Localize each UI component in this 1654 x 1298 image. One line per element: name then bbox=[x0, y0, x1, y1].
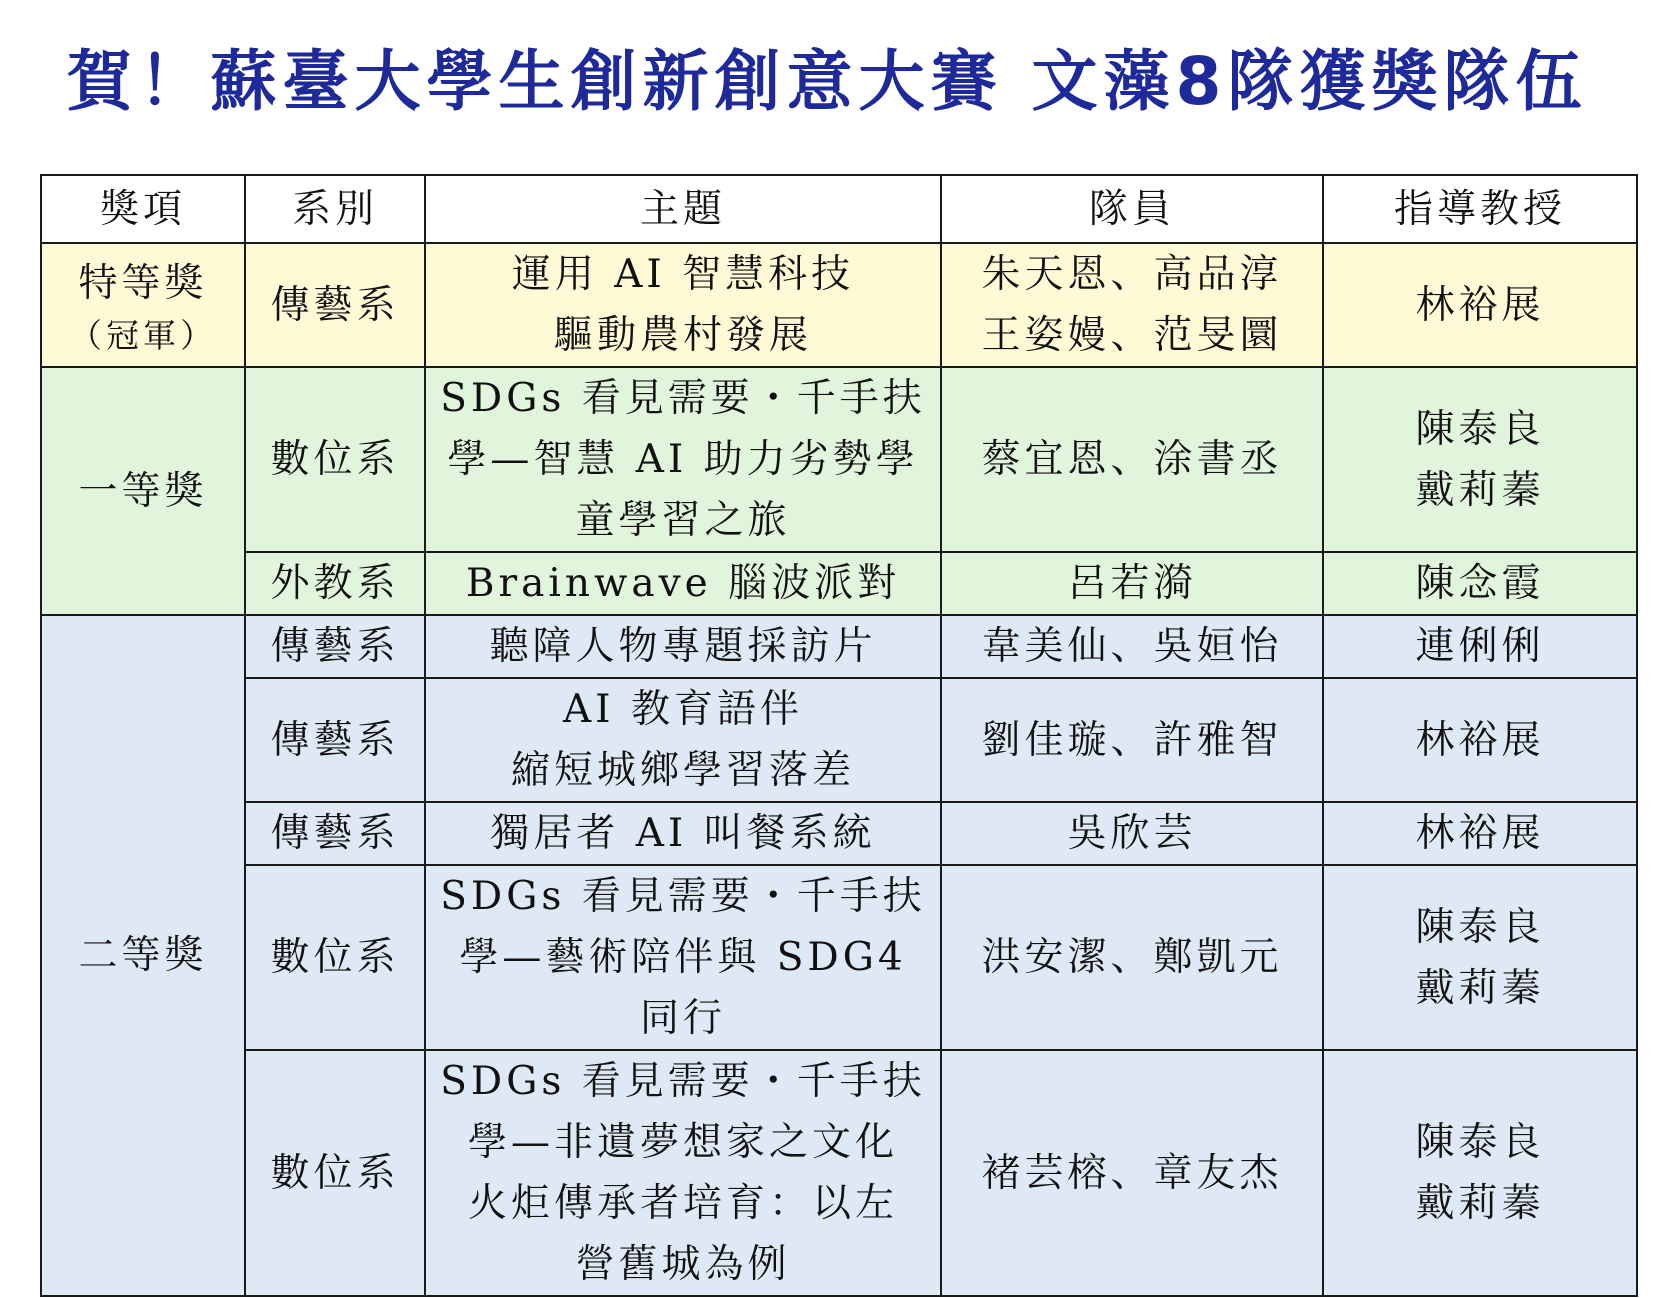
advisor-name: 連俐俐 bbox=[1415, 624, 1545, 669]
topic-line: 運用 AI 智慧科技 bbox=[511, 252, 855, 297]
table-row bbox=[41, 367, 1637, 552]
advisor-cell bbox=[1323, 615, 1637, 678]
header-members: 隊員 bbox=[941, 175, 1323, 243]
header-dept: 系別 bbox=[245, 175, 425, 243]
dept-cell: 數位系 bbox=[245, 367, 425, 552]
topic-line: 縮短城鄉學習落差 bbox=[510, 748, 855, 793]
award-first: 一等獎 bbox=[41, 367, 245, 615]
advisor-cell bbox=[1323, 802, 1637, 865]
advisor-name: 戴莉蓁 bbox=[1415, 1181, 1545, 1226]
table-row bbox=[41, 615, 1637, 678]
table-row bbox=[41, 1050, 1637, 1296]
topic-line: 營舊城為例 bbox=[575, 1242, 791, 1287]
award-second: 二等獎 bbox=[41, 615, 245, 1296]
dept-cell: 數位系 bbox=[245, 865, 425, 1050]
page-title: 賀！蘇臺大學生創新創意大賽 文藻8隊獲獎隊伍 bbox=[66, 43, 1588, 120]
members-line: 洪安潔、鄭凱元 bbox=[981, 935, 1283, 980]
topic-line: 同行 bbox=[639, 996, 726, 1041]
table-row bbox=[41, 865, 1637, 1050]
topic-cell bbox=[425, 615, 941, 678]
advisor-name: 戴莉蓁 bbox=[1415, 965, 1545, 1011]
advisor-name: 林裕展 bbox=[1415, 282, 1545, 328]
members-line: 呂若漪 bbox=[1067, 561, 1197, 606]
members-cell bbox=[941, 802, 1323, 865]
topic-line: SDGs 看見需要・千手扶 bbox=[440, 874, 926, 919]
topic-line: 學—非遺夢想家之文化 bbox=[467, 1120, 898, 1165]
topic-cell bbox=[425, 865, 941, 1050]
advisor-name: 林裕展 bbox=[1415, 717, 1545, 763]
header-award: 獎項 bbox=[41, 175, 245, 243]
dept-cell: 外教系 bbox=[245, 552, 425, 615]
topic-line: SDGs 看見需要・千手扶 bbox=[440, 1059, 926, 1104]
topic-cell bbox=[425, 552, 941, 615]
table-header-row bbox=[41, 175, 1637, 243]
members-cell bbox=[941, 865, 1323, 1050]
table-row bbox=[41, 678, 1637, 802]
members-line: 吳欣芸 bbox=[1067, 811, 1197, 856]
members-line: 王姿嫚、范旻圜 bbox=[981, 313, 1283, 358]
members-line: 蔡宜恩、涂書丞 bbox=[981, 437, 1283, 482]
members-line: 劉佳璇、許雅智 bbox=[981, 717, 1283, 763]
table-row bbox=[41, 552, 1637, 615]
members-cell bbox=[941, 367, 1323, 552]
topic-line: 獨居者 AI 叫餐系統 bbox=[490, 811, 876, 856]
topic-line: SDGs 看見需要・千手扶 bbox=[440, 376, 926, 421]
topic-cell bbox=[425, 243, 941, 367]
topic-line: 驅動農村發展 bbox=[553, 313, 812, 358]
advisor-cell bbox=[1323, 1050, 1637, 1296]
topic-line: 火炬傳承者培育：以左 bbox=[467, 1181, 898, 1226]
awards-table bbox=[40, 174, 1638, 1297]
dept-cell: 傳藝系 bbox=[245, 615, 425, 678]
members-line: 韋美仙、吳姮怡 bbox=[981, 624, 1283, 669]
members-cell bbox=[941, 243, 1323, 367]
header-topic: 主題 bbox=[425, 175, 941, 243]
award-special bbox=[41, 243, 245, 367]
advisor-cell bbox=[1323, 865, 1637, 1050]
advisor-cell bbox=[1323, 243, 1637, 367]
advisor-name: 陳泰良 bbox=[1415, 406, 1545, 452]
topic-cell bbox=[425, 678, 941, 802]
members-cell bbox=[941, 615, 1323, 678]
dept-cell: 傳藝系 bbox=[245, 243, 425, 367]
table-row bbox=[41, 802, 1637, 865]
dept-cell: 傳藝系 bbox=[245, 802, 425, 865]
advisor-cell bbox=[1323, 367, 1637, 552]
advisor-name: 陳念霞 bbox=[1415, 561, 1545, 606]
table-row bbox=[41, 243, 1637, 367]
advisor-name: 戴莉蓁 bbox=[1415, 467, 1545, 513]
topic-line: 聽障人物專題採訪片 bbox=[489, 624, 877, 669]
members-line: 褚芸榕、章友杰 bbox=[981, 1150, 1283, 1196]
award-label: 特等獎 bbox=[78, 260, 208, 306]
advisor-name: 林裕展 bbox=[1415, 811, 1545, 856]
advisor-name: 陳泰良 bbox=[1415, 904, 1545, 950]
members-cell bbox=[941, 552, 1323, 615]
topic-cell bbox=[425, 1050, 941, 1296]
dept-cell: 數位系 bbox=[245, 1050, 425, 1296]
topic-line: 學—藝術陪伴與 SDG4 bbox=[459, 935, 907, 980]
topic-line: 學—智慧 AI 助力劣勢學 bbox=[447, 437, 919, 482]
topic-line: 童學習之旅 bbox=[575, 498, 791, 543]
members-cell bbox=[941, 1050, 1323, 1296]
header-advisor: 指導教授 bbox=[1323, 175, 1637, 243]
members-cell bbox=[941, 678, 1323, 802]
topic-cell bbox=[425, 367, 941, 552]
topic-line: Brainwave 腦波派對 bbox=[465, 561, 901, 606]
advisor-cell bbox=[1323, 678, 1637, 802]
topic-line: AI 教育語伴 bbox=[563, 687, 803, 732]
members-line: 朱天恩、高品淳 bbox=[981, 252, 1283, 297]
topic-cell bbox=[425, 802, 941, 865]
award-note: （冠軍） bbox=[69, 315, 217, 355]
advisor-cell bbox=[1323, 552, 1637, 615]
advisor-name: 陳泰良 bbox=[1415, 1120, 1545, 1165]
dept-cell: 傳藝系 bbox=[245, 678, 425, 802]
